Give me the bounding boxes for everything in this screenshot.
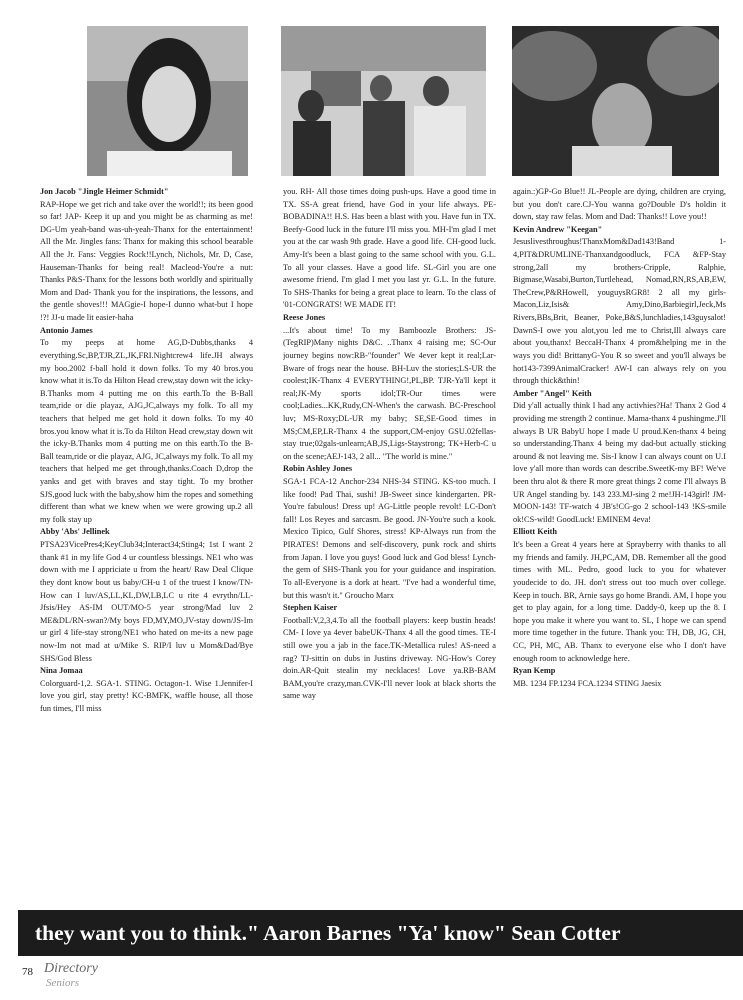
senior-message: MB. 1234 FP.1234 FCA.1234 STING Jaesix (513, 678, 662, 688)
entry (40, 526, 253, 665)
quote-banner: they want you to think." Aaron Barnes "Ya' know" Sean Cotter (18, 910, 743, 956)
column-1 (40, 186, 253, 886)
entry (513, 186, 726, 224)
entry (40, 325, 253, 527)
senior-name: Stephen Kaiser (283, 603, 338, 613)
senior-name: Jon Jacob "Jingle Heimer Schmidt" (40, 187, 169, 196)
entry (40, 186, 253, 325)
senior-message: RAP-Hope we get rich and take over the world!!; its been good so far! JAP- Keep it up and you might be as charming as me! DG-Um yeah-band was-uh-yeah-Thanx for the entertainment! All the Mr. Jingles fans: Thanx for making this school bearable All the Jr. Fans: Veggies Rock!!Lynch, Nichols, Mr. D, Case, Hauseman-Thanks for being real! Macleod-You're a nut: Thanks P&S-Thanx for the lessons both worldly and spiritually Mom and Dad- Thank you for the inspirations, the lessons, and the gentle shoves!!! MAGgie-I hope-I dunno what-but I hope !?! JJ-u made lit easier-haha (40, 199, 253, 323)
senior-message: again.:)GP-Go Blue!! JL-People are dying, children are crying, but you don't care.CJ-You wanna go?Double D's holdin it down, stay raw felas. Mom and Dad: Thanks!! Love you!! (513, 187, 726, 222)
entry (513, 388, 726, 527)
entry (513, 526, 726, 665)
subsection-label: Seniors (46, 977, 79, 989)
page-number: 78 (22, 966, 33, 978)
photo-portrait (87, 26, 248, 176)
column-3 (513, 186, 726, 886)
senior-message: To my peeps at home AG,D-Dubbs,thanks 4 everything.Sc,BP,TJR,ZL,JK,FRI.Nightcrew4 life.JH always my boo.2002 f-ball hold it down folks. To my 40 bros.you know what it is.To da Hilton Head crew,stay down wit the icky-B.Thanks mom 4 putting me on this earth.To the B-Ball team,ride or die playaz, AJG,JC,always my folk. To all my teachers that helped me get hold it down folks. To my 40 bros.you know what it is.To da Hilton Head crew,stay down wit the icky-B.Thanks mom 4 putting me on this earth.To the B-Ball team,ride or die playaz, AJG, JC,always my folk. To all my teachers that helped me get through,thanks.Coach D,drop the yanks and get with braves and stay tight. To my brother SJS,good luck with the baby,show him the ropes and something different than what we knew when we were growing up.2 all my folk stay up (40, 338, 253, 524)
entry (283, 312, 496, 463)
senior-message: Football:V,2,3,4.To all the football players: keep bustin heads! CM- I love ya 4ever babeUK-Thanx 4 all the good times. TE-I still owe you a jab in the face.TK-Metallica rules! AS-need a rag? TJ-sittin on dubs in Justins driveway. NG-How's Corey doin.AR-Quit stealin my necklaces! Love ya.RB-BAM BAM,you're crazy,man.CVK-I'll never look at black shorts the same way (283, 615, 496, 701)
entry (513, 224, 726, 388)
entry (513, 665, 726, 690)
senior-name: Nina Jomaa (40, 666, 83, 676)
photo-candid (512, 26, 719, 176)
photo-group (281, 26, 486, 176)
senior-name: Kevin Andrew "Keegan" (513, 224, 603, 234)
senior-name: Amber "Angel" Keith (513, 388, 592, 398)
senior-name: Abby 'Abs' Jellinek (40, 527, 110, 537)
senior-message: PTSA23VicePres4;KeyClub34;Interact34;Sting4; 1st I want 2 thank #1 in my life God 4 ur countless blessings. NE1 who was down with me I appriciate u from the heart/ Raw Deal Clique they dont know bout us baby/CH-u 1 of the truest I know/TN-How can I luv/AS,LL,KL,DW,LB,LC u rite 4 evrythn/LL-Jfsis/Hey AS-IM OUT/MO-5 year strong/Mad luv 2 ME&DL/RN-swan?/My boys FD,MY,MO,JV-stay down/JS-Im ur girl 4 life-stay strong/NE1 who hated on me-its a new page now-Im not mad at u/Mike S. RIP/I luv u Mom&Dad/Bye SHS/God Bless (40, 540, 253, 663)
entry (40, 665, 253, 715)
column-2 (283, 186, 496, 886)
entry (283, 186, 496, 312)
senior-message: ...It's about time! To my Bamboozle Brothers: JS-(TegRIP)Many nights D&C. ..Thanx 4 raising me; SC-Our journey begins now:RB-"founder" We 4ever kept it real;Lar-Bware of frogs near the house. BH-Luv the stories;LS-UR the coolest;IK-Thanx 4 EVERYTHING!,PL,BP. TJR-Ya'll kept it real;JK-My sports idol;TR-Our times were cool;Ladies...KK,Rudy,CN-When's the carwash. BC-Preschool luv; MS-Roxy;DL-UR my baby; SE,SE-Good times in MS;CM,EP,LR-Thanx 4 the support,CM-enjoy GSU.02fellas-stay true;02gals-unlearn;AB,JS,Ligs-Staystrong; TK+Herb-C u on the scene;AEJ-143, 2 all... "The world is mine." (283, 325, 496, 461)
senior-message: SGA-1 FCA-12 Anchor-234 NHS-34 STING. KS-too much. I like food! Pad Thai, sushi! JB-Sweet since kindergarten. PR-You're fabulous! Dress up! AG-Little people revolt! LC-Don't fall! Los Reyes and sarcasm. Be good. JN-You're such a kook. Mexico Tipico, Gulf Shores, stress! KP-Always run from the PIRATES! Demons and self-discovery, punk rock and shirts from Japan. I love you guys! Good luck and God bless! Lynch-the gem of SHS-Thank you for your guidance and inspiration. To all-Everyone is a dork at heart. "I've had a wonderful time, but this wasn't it." Groucho Marx (283, 477, 496, 600)
senior-name: Ryan Kemp (513, 666, 556, 676)
senior-name: Reese Jones (283, 313, 326, 323)
section-label: Directory (44, 961, 98, 976)
senior-name: Elliott Keith (513, 527, 558, 537)
senior-message: It's been a Great 4 years here at Sprayberry with thanks to all my friends and family. JH,PC,AM, DB. Remember all the good times with ML. Pedro, good luck to you for whatever youdecide to do. JH. don't stress out too much over college. Keep in touch. BR, Arnie says go home Brandi. AM, I hope you get to play again, for a long time. Daddy-0, keep up the 8. I hope you make it where you want to. SL, I hope we can spend more time together in the future. Thank you: TH, DB, JG, CH, CC, PH, MC, AB. Thanx to everyone else who I don't have enough room to acknowledge here. (513, 540, 726, 663)
senior-message: Did y'all actually think I had any activhies?Ha! Thanx 2 God 4 providing me strength 2 continue. Mama-thanx 4 pushingme.J'll always B UR BabyU hope I made U proud.Ken-thanx 4 being so understanding.Thanx 4 being my dad-but actually sticking around & not leaving me. Sis-I know I can always count on U.I love y'all more than words can describe.SweetK-my BF! We've been thru alot & there R more great things 2 come I'll always B UR Angel standing by. 143 233.MJ-sing 2 me!JH-143girl! JM-MOON-143! TF-watch 4 JB's!CG-go 2 school-143 !KS-smile ok!CS-wild! GoodLuck! EMINEM 4eva! (513, 401, 726, 524)
entry (283, 602, 496, 703)
senior-message: you. RH- All those times doing push-ups. Have a good time in TX. SS-A great friend, have God in your life always. PE-BOBADINA!! H.S. Has been a blast with you. Have fun in TX. Beefy-Good luck in the future I'll miss you. MH-I'm glad I met you at the car wash 9th grade. Have a good life. CH-good luck. Amy-It's been a blast going to the same school with you. G.L. To all your classes. Have a good life. SL-Girl you are one awesome friend. I'm glad I met you last yr. G.L. In the future. To SHS-Thanks for being a great place to learn. To the class of '01-CONGRATS! WE MADE IT! (283, 187, 496, 310)
senior-message: Jesuslivesthroughus!ThanxMom&Dad143!Band 1-4,PIT&DRUMLINE-Thanxandgoodluck, FCA &FP-Stay strong,2all my brothers-Cripple, Ralphie, Bigmase,Wasabi,Burton,Turtlehead, Nomad,RN,RS,AB,EW, TheCrew,P&RHowell, youguysRGR8! 2 all my girls-Macon,Liz,Isis& Amy,Dino,Barbiegirl,Jeck,Ms Rivers,BBs,Brit, Beaner, Poke,B&S,lunchladies,143guysalot! DawnS-I owe you alot,you led me to Christ,Ill always care about you,thanx! BeccaH-Thanx 4 prom&helping me in the ways you did! BrittanyG-You R so sweet and you'll always be hot143-7399AnimalCracker! AW-I can always rely on you through thick&thin! (513, 237, 726, 386)
entry (283, 463, 496, 602)
senior-name: Antonio James (40, 325, 93, 335)
senior-name: Robin Ashley Jones (283, 464, 353, 474)
senior-message: Colorguard-1,2. SGA-1. STING. Octagon-1. Wise 1.Jennifer-I love you girl, stay pretty! KC-BMFK, waffle house, all those fun times, I'll miss (40, 678, 253, 713)
